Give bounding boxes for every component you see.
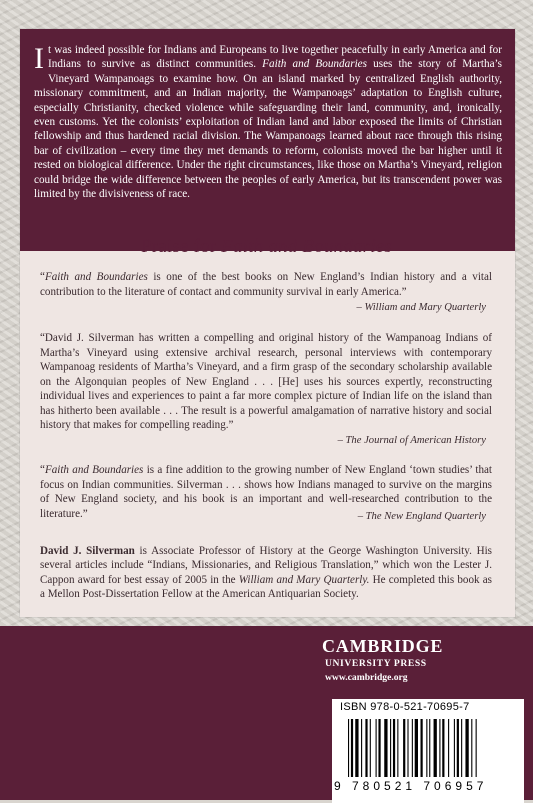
barcode-box [332, 699, 524, 803]
description-box [20, 29, 515, 251]
author-name: David J. Silverman [40, 545, 135, 557]
barcode-number: 9 780521 706957 [334, 779, 488, 793]
footer-band [0, 626, 533, 800]
drop-cap: I [34, 42, 44, 75]
review-quote-3: “Faith and Boundaries is a fine addition to the growing number of New England ‘town studies’ that focus on Indian communities. Silverman . . . shows how Indians managed to survive on the margins of New England society, and his book is an important and well-researched contribution to the literature.” [40, 464, 493, 520]
isbn-label: ISBN 978-0-521-70695-7 [340, 701, 470, 713]
praise-heading: Praise for Faith and Boundaries [140, 236, 393, 257]
publisher-url: www.cambridge.org [325, 672, 408, 683]
review-quote-1: “Faith and Boundaries is one of the best books on New England’s Indian history and a vital contribution to the literature of contact and community survival in early America.” [40, 271, 492, 298]
barcode-icon [346, 719, 516, 777]
review-attribution-3: – The New England Quarterly [357, 511, 486, 522]
review-attribution-1: – William and Mary Quarterly [356, 302, 486, 313]
review-quote-2: “David J. Silverman has written a compelling and original history of the Wampanoag Indians of Martha’s Vineyard using extensive archival research, personal interviews with contemporary Wampanoag residents of Martha’s Vineyard, and a firm grasp of the secondary scholarship available on the Algonquian peoples of New England . . . [He] uses his sources expertly, reconstructing individual lives and experiences to paint a far more complex picture of Indian life on the island than has hitherto been available . . . The result is a powerful amalgamation of narrative history and social history that makes for compelling reading.” [40, 332, 492, 431]
publisher-subtitle: UNIVERSITY PRESS [325, 658, 427, 669]
review-attribution-2: – The Journal of American History [337, 435, 486, 446]
author-bio: David J. Silverman is Associate Professor of History at the George Washington University. His several articles include “Indians, Missionaries, and Religious Translation,” which won the Lester J. Cappon award for best essay of 2005 in the William and Mary Quarterly. He completed this book as a Mellon Post-Dissertation Fellow at the American Antiquarian Society. [40, 545, 492, 601]
book-description: It was indeed possible for Indians and Europeans to live together peacefully in early America and for Indians to survive as distinct communities. Faith and Boundaries uses the story of Martha’s Vineyard Wampanoags to examine how. On an island marked by centralized English authority, missionary commitment, and an Indian majority, the Wampanoags’ adaptation to English culture, especially Christianity, checked violence while safeguarding their land, community, and, ironically, even customs. Yet the colonists’ exploitation of Indian land and labor exposed the limits of Christian fellowship and thus hardened racial division. The Wampanoags learned about race through this rising bar of civilization – every time they met demands to reform, colonists moved the bar higher until it rested on biological difference. Under the right circumstances, like those on Martha’s Vineyard, religion could bridge the wide difference between the peoples of early America, but its transcendent power was limited by the divisiveness of race. [34, 42, 502, 201]
publisher-name: CAMBRIDGE [322, 636, 444, 656]
publisher-logo [322, 636, 472, 683]
